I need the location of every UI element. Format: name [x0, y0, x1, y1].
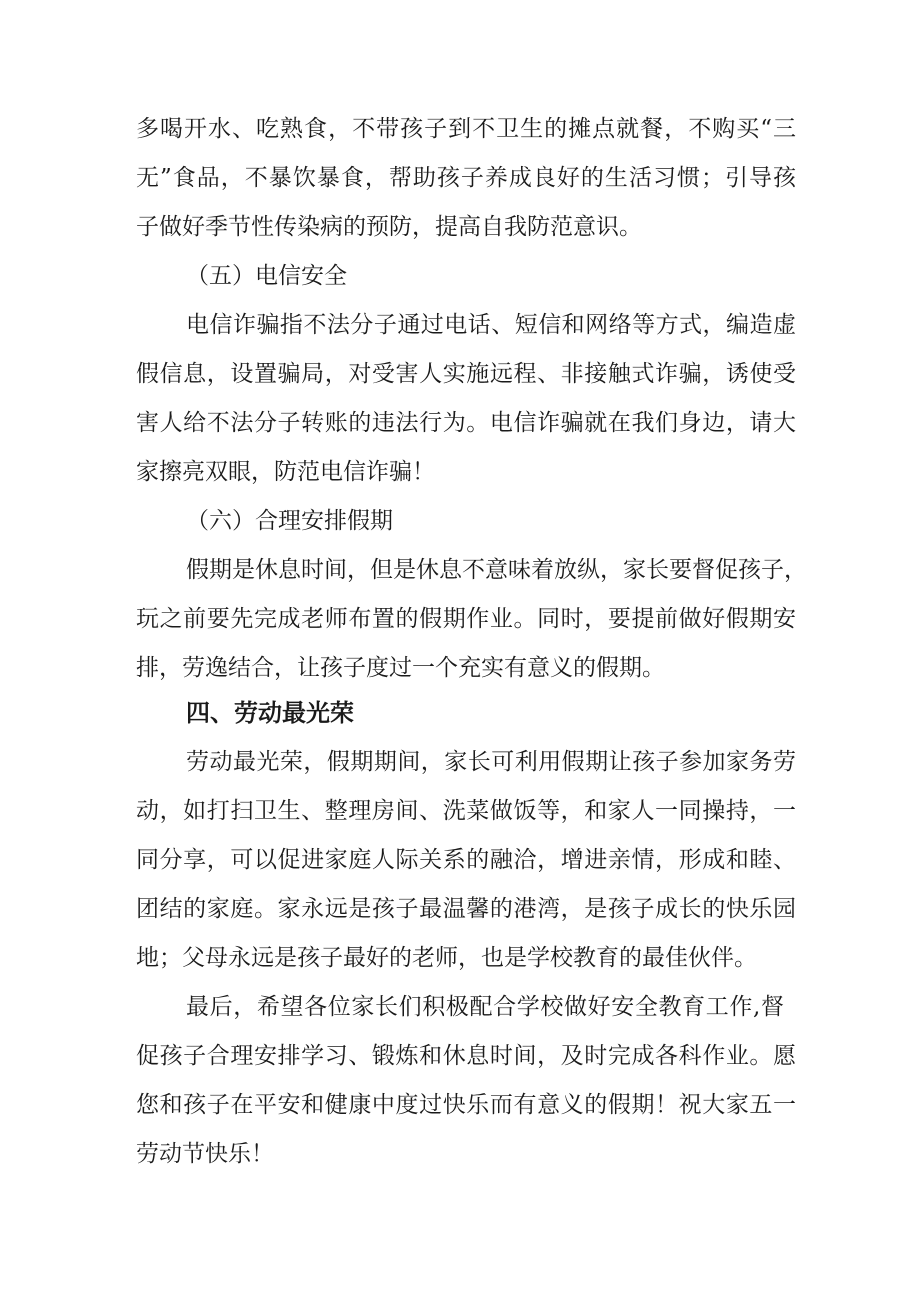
paragraph-line: 团结的家庭。家永远是孩子最温馨的港湾，是孩子成长的快乐园 [136, 896, 796, 922]
paragraph-line: 家擦亮双眼，防范电信诈骗！ [136, 459, 435, 485]
paragraph-line: 假期是休息时间，但是休息不意味着放纵，家长要督促孩子， [186, 557, 807, 583]
section-heading-holiday-plan: （六）合理安排假期 [186, 508, 393, 534]
paragraph-line: 促孩子合理安排学习、锻炼和休息时间，及时完成各科作业。愿 [136, 1043, 796, 1069]
paragraph-line: 多喝开水、吃熟食，不带孩子到不卫生的摊点就餐，不购买“三 [136, 116, 796, 142]
paragraph-line: 劳动最光荣，假期期间，家长可利用假期让孩子参加家务劳 [186, 749, 796, 775]
paragraph-line: 害人给不法分子转账的违法行为。电信诈骗就在我们身边，请大 [136, 410, 796, 436]
paragraph-line: 玩之前要先完成老师布置的假期作业。同时，要提前做好假期安 [136, 606, 796, 632]
paragraph-line: 您和孩子在平安和健康中度过快乐而有意义的假期！祝大家五一 [136, 1092, 796, 1118]
paragraph-line: 假信息，设置骗局，对受害人实施远程、非接触式诈骗，诱使受 [136, 361, 796, 387]
section-heading-telecom-safety: （五）电信安全 [186, 263, 347, 289]
paragraph-line: 同分享，可以促进家庭人际关系的融洽，增进亲情，形成和睦、 [136, 847, 796, 873]
paragraph-line: 动，如打扫卫生、整理房间、洗菜做饭等，和家人一同操持，一 [136, 798, 796, 824]
paragraph-line: 无”食品，不暴饮暴食，帮助孩子养成良好的生活习惯；引导孩 [136, 165, 796, 191]
section-heading-labor: 四、劳动最光荣 [186, 699, 354, 727]
paragraph-line: 电信诈骗指不法分子通过电话、短信和网络等方式，编造虚 [186, 312, 796, 338]
paragraph-line: 劳动节快乐！ [136, 1141, 274, 1167]
paragraph-line: 子做好季节性传染病的预防，提高自我防范意识。 [136, 214, 642, 240]
paragraph-line: 地；父母永远是孩子最好的老师，也是学校教育的最佳伙伴。 [136, 945, 757, 971]
paragraph-line: 排，劳逸结合，让孩子度过一个充实有意义的假期。 [136, 655, 665, 681]
paragraph-line: 最后，希望各位家长们积极配合学校做好安全教育工作,督 [186, 994, 784, 1020]
